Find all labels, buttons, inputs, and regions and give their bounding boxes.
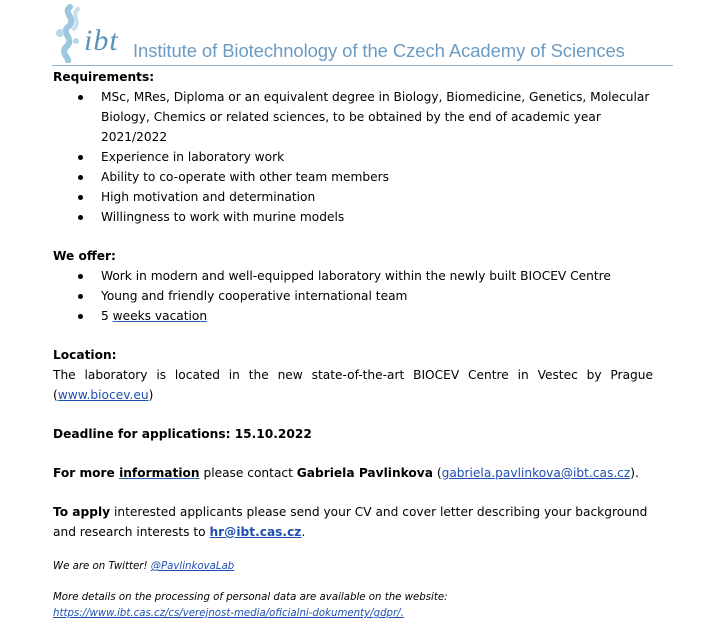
list-item: Young and friendly cooperative international team bbox=[53, 286, 653, 306]
list-item: Work in modern and well-equipped laboratory within the newly built BIOCEV Centre bbox=[53, 266, 653, 286]
institute-name: Institute of Biotechnology of the Czech Academy of Sciences bbox=[133, 40, 625, 61]
ibt-logo-text: ibt bbox=[84, 24, 119, 57]
list-item: Ability to co-operate with other team members bbox=[53, 167, 653, 187]
list-item: High motivation and determination bbox=[53, 187, 653, 207]
requirements-heading: Requirements: bbox=[53, 70, 155, 84]
contact-email-link[interactable]: gabriela.pavlinkova@ibt.cas.cz bbox=[441, 466, 631, 480]
gdpr-link[interactable]: https://www.ibt.cas.cz/cs/verejnost-media/oficialni-dokumenty/gdpr/. bbox=[53, 608, 404, 619]
offer-heading: We offer: bbox=[53, 249, 116, 263]
vacation-text: weeks vacation bbox=[112, 309, 208, 323]
list-item bbox=[53, 306, 653, 326]
contact-name: Gabriela Pavlinkova bbox=[296, 466, 433, 480]
list-item: MSc, MRes, Diploma or an equivalent degree in Biology, Biomedicine, Genetics, Molecular Biology, Chemics or related sciences, to be obtained by the end of academic year 2021/2022 bbox=[53, 87, 653, 147]
twitter-link[interactable]: @PavlinkovaLab bbox=[150, 561, 235, 572]
list-item: Willingness to work with murine models bbox=[53, 207, 653, 227]
hr-email-link[interactable]: hr@ibt.cas.cz bbox=[209, 525, 302, 539]
requirements-list bbox=[53, 87, 653, 227]
page-header bbox=[0, 0, 725, 68]
apply-paragraph: To apply interested applicants please send your CV and cover letter describing your background and research interests to hr@ibt.cas.cz. bbox=[53, 505, 648, 539]
vacation-prefix: 5 bbox=[101, 309, 113, 323]
offer-list bbox=[53, 266, 653, 326]
job-posting-body bbox=[53, 67, 653, 622]
location-heading: Location: bbox=[53, 348, 117, 362]
location-description: The laboratory is located in the new state-of-the-art BIOCEV Centre in Vestec by Prague bbox=[53, 368, 653, 382]
apply-label: To apply bbox=[53, 505, 111, 519]
biocev-link[interactable]: www.biocev.eu bbox=[57, 388, 149, 402]
deadline: Deadline for applications: 15.10.2022 bbox=[53, 427, 312, 441]
information-word: information bbox=[119, 466, 200, 480]
header-divider bbox=[52, 65, 673, 66]
list-item: Experience in laboratory work bbox=[53, 147, 653, 167]
twitter-line: We are on Twitter! @PavlinkovaLab bbox=[53, 561, 235, 572]
location-link-line: (www.biocev.eu) bbox=[53, 388, 154, 402]
contact-line: For more information please contact Gabriela Pavlinkova (gabriela.pavlinkova@ibt.cas.cz). bbox=[53, 466, 639, 480]
gdpr-text: More details on the processing of personal data are available on the website: bbox=[53, 592, 448, 603]
